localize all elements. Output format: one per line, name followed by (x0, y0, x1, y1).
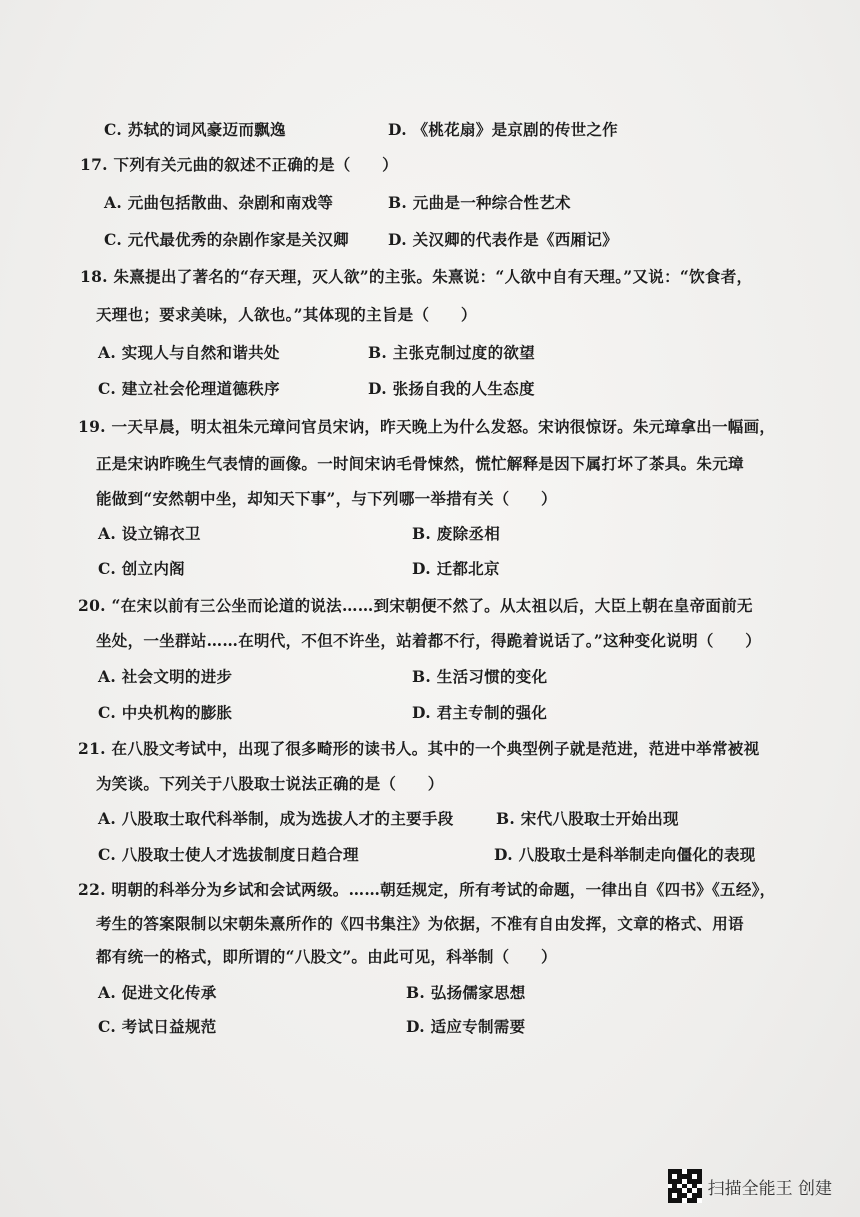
q19-option-a: A. 设立锦衣卫 (98, 524, 201, 543)
q20-stem-line-2: 坐处，一坐群站……在明代，不但不许坐，站着都不行，得跪着说话了。”这种变化说明（ ） (96, 631, 762, 650)
q19-option-d: D. 迁都北京 (412, 559, 500, 578)
q22-stem-line-3: 都有统一的格式，即所谓的“八股文”。由此可见，科举制（ ） (96, 947, 557, 966)
q20-option-a: A. 社会文明的进步 (98, 667, 233, 686)
q22-option-a: A. 促进文化传承 (98, 983, 217, 1002)
q17-option-b: B. 元曲是一种综合性艺术 (388, 193, 571, 212)
q21-stem-line-1: 21. 在八股文考试中，出现了很多畸形的读书人。其中的一个典型例子就是范进，范进中举常被视 (78, 739, 760, 758)
q17-option-c: C. 元代最优秀的杂剧作家是关汉卿 (104, 230, 349, 249)
q18-stem-line-2: 天理也；要求美味，人欲也。”其体现的主旨是（ ） (96, 305, 477, 324)
q22-option-c: C. 考试日益规范 (98, 1017, 217, 1036)
q22-stem-line-1: 22. 明朝的科举分为乡试和会试两级。……朝廷规定，所有考试的命题，一律出自《四书》《五经》， (78, 880, 776, 899)
q19-option-c: C. 创立内阁 (98, 559, 185, 578)
q18-option-b: B. 主张克制过度的欲望 (368, 343, 535, 362)
q18-option-a: A. 实现人与自然和谐共处 (98, 343, 280, 362)
q19-option-b: B. 废除丞相 (412, 524, 500, 543)
q17-option-d: D. 关汉卿的代表作是《西厢记》 (388, 230, 618, 249)
q22-stem-line-2: 考生的答案限制以宋朝朱熹所作的《四书集注》为依据，不准有自由发挥，文章的格式、用语 (96, 914, 744, 933)
q21-option-b: B. 宋代八股取士开始出现 (496, 809, 679, 828)
q17-option-a: A. 元曲包括散曲、杂剧和南戏等 (104, 193, 334, 212)
scanner-watermark (668, 1169, 832, 1203)
watermark-text: 扫描全能王 创建 (707, 1178, 832, 1199)
q20-stem-line-1: 20. “在宋以前有三公坐而论道的说法……到宋朝便不然了。从太祖以后，大臣上朝在皇帝面前无 (78, 596, 753, 615)
q20-option-c: C. 中央机构的膨胀 (98, 703, 233, 722)
q21-option-a: A. 八股取士取代科举制，成为选拔人才的主要手段 (98, 809, 454, 828)
q18-stem-line-1: 18. 朱熹提出了著名的“存天理，灭人欲”的主张。朱熹说：“人欲中自有天理。”又说：“饮食者， (80, 267, 753, 286)
q16-option-d: D. 《桃花扇》是京剧的传世之作 (388, 120, 618, 139)
q17-stem: 17. 下列有关元曲的叙述不正确的是（ ） (80, 155, 398, 174)
q18-option-c: C. 建立社会伦理道德秩序 (98, 379, 280, 398)
q20-option-b: B. 生活习惯的变化 (412, 667, 548, 686)
qr-code-icon (668, 1169, 702, 1203)
q20-option-d: D. 君主专制的强化 (412, 703, 548, 722)
q21-option-c: C. 八股取士使人才选拔制度日趋合理 (98, 845, 359, 864)
q19-stem-line-3: 能做到“安然朝中坐，却知天下事”，与下列哪一举措有关（ ） (96, 489, 557, 508)
q22-option-b: B. 弘扬儒家思想 (406, 983, 526, 1002)
q19-stem-line-2: 正是宋讷昨晚生气表情的画像。一时间宋讷毛骨悚然，慌忙解释是因下属打坏了茶具。朱元璋 (96, 454, 744, 473)
q16-option-c: C. 苏轼的词风豪迈而飘逸 (104, 120, 286, 139)
q21-option-d: D. 八股取士是科举制走向僵化的表现 (494, 845, 756, 864)
q18-option-d: D. 张扬自我的人生态度 (368, 379, 535, 398)
q19-stem-line-1: 19. 一天早晨，明太祖朱元璋问官员宋讷，昨天晚上为什么发怒。宋讷很惊讶。朱元璋拿出一幅画， (78, 417, 776, 436)
q22-option-d: D. 适应专制需要 (406, 1017, 526, 1036)
q21-stem-line-2: 为笑谈。下列关于八股取士说法正确的是（ ） (96, 774, 444, 793)
